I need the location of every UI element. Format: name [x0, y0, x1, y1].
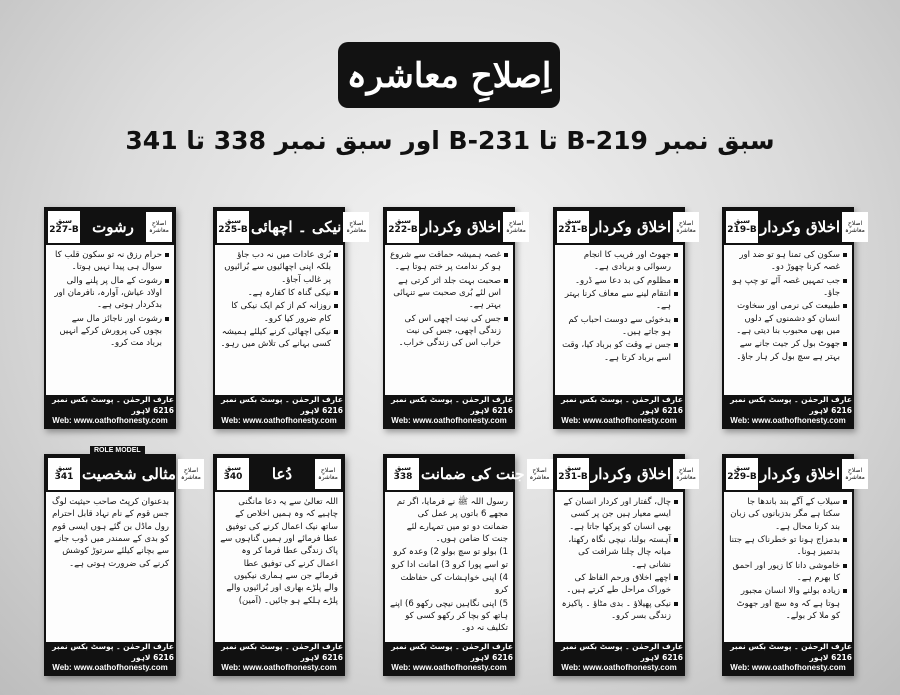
card-point: بدخوئی سے دوست احباب کم ہو جاتے ہیں۔: [560, 314, 678, 339]
card-point: بُری عادات میں نہ دب جاؤ بلکہ اپنی اچھائیوں سے بُرائیوں پر غالب آجاؤ۔: [220, 249, 338, 286]
card-footer: [724, 395, 852, 427]
card-header: [555, 209, 696, 245]
card-header: [46, 447, 201, 492]
card-body: [385, 492, 513, 642]
series-tag: اصلاحِ معاشرہ: [343, 212, 369, 242]
card-header: [724, 209, 865, 245]
card-title: اخلاق وکردار: [591, 465, 672, 483]
card-body: [555, 245, 683, 395]
card-body: [46, 245, 174, 395]
card-point: خاموشی دانا کا زیور اور احمق کا بھرم ہے۔: [729, 560, 847, 585]
lesson-card-225b: [213, 207, 367, 429]
card-footer: [555, 395, 683, 427]
card-point: بدمزاج ہونا تو خطرناک ہے جتنا بدتمیز ہونا۔: [729, 534, 847, 559]
lesson-number-box: سبق 219-B: [726, 211, 758, 243]
author-address: عارف الرحمٰن ۔ پوسٹ بکس نمبر 6216 لاہور: [730, 395, 852, 415]
page-title-banner: [338, 42, 560, 108]
card-footer: [385, 395, 513, 427]
card-footer: [46, 395, 174, 427]
series-tag: اصلاحِ معاشرہ: [527, 459, 553, 489]
card-title: دُعا: [271, 465, 293, 483]
card-footer: [385, 642, 513, 674]
card-point: طبیعت کی نرمی اور سخاوت انسان کو دشمنوں کے دلوں میں بھی محبوب بنا دیتی ہے۔: [729, 300, 847, 337]
card-title: اخلاق وکردار: [760, 465, 841, 483]
card-point: غصہ ہمیشہ حماقت سے شروع ہو کر ندامت پر ختم ہوتا ہے۔: [390, 249, 508, 274]
website-link[interactable]: Web: www.oathofhonesty.com: [52, 662, 168, 672]
card-point: صحبت بہت جلد اثر کرتی ہے اس لئے بُری صحبت سے تنہائی بہتر ہے۔: [390, 275, 508, 312]
card-point: چال، گفتار اور کردار انسان کے ایسے معیار ہیں جن پر کسی بھی انسان کو پرکھا جاتا ہے۔: [560, 496, 678, 533]
lesson-card-229b: [722, 454, 865, 676]
series-tag: اصلاحِ معاشرہ: [842, 459, 868, 489]
card-title: اخلاق وکردار: [591, 218, 672, 236]
card-header: [215, 209, 367, 245]
lesson-card-221b: [553, 207, 696, 429]
card-title: اخلاق وکردار: [421, 218, 502, 236]
card-header: [385, 209, 526, 245]
card-point: مظلوم کی بد دعا سے ڈرو۔: [560, 275, 678, 287]
card-point: جھوٹ اور فریب کا انجام رسوائی و بربادی ہے۔: [560, 249, 678, 274]
role-model-badge: ROLE MODEL: [90, 446, 145, 455]
lesson-number-box: سبق 229-B: [726, 458, 758, 490]
card-point: بدعنوان کرپٹ صاحب حیثیت لوگ جس قوم کے نام نہاد قابل احترام رول ماڈل بن گئے ہوں ایسی قوم کو بدی کے سمندر میں ڈوب جانے سے بچانے کیلئے سرتوڑ کوشش کرنے کی ضرورت ہوتی ہے۔: [51, 497, 169, 569]
lesson-number-box: سبق 222-B: [387, 211, 419, 243]
card-point: نیکی گناہ کا کفارہ ہے۔: [220, 287, 338, 299]
website-link[interactable]: Web: www.oathofhonesty.com: [391, 415, 507, 425]
card-point: جھوٹ بول کر جیت جانے سے بہتر ہے سچ بول کر ہار جاؤ۔: [729, 338, 847, 363]
website-link[interactable]: Web: www.oathofhonesty.com: [52, 415, 168, 425]
card-footer: [215, 395, 343, 427]
lesson-number-box: سبق 341: [48, 458, 80, 490]
series-tag: اصلاحِ معاشرہ: [842, 212, 868, 242]
lesson-card-231b: [553, 454, 696, 676]
card-point: سیلاب کے آگے بند باندھا جا سکتا ہے مگر بدزبانوں کی زبان بند کرنا محال ہے۔: [729, 496, 847, 533]
card-point: 1) بولو تو سچ بولو 2) وعدہ کرو تو اسے پورا کرو 3) امانت ادا کرو: [391, 547, 508, 570]
series-tag: اصلاحِ معاشرہ: [178, 459, 204, 489]
card-point: اللہ تعالیٰ سے یہ دعا مانگنی چاہیے کہ وہ ہمیں اخلاص کے ساتھ نیک اعمال کرنے کی توفیق عطا فرمائے اور ہمیں گناہوں سے پاک زندگی عطا فرما کر وہ اعمال کرنے کی توفیق عطا فرمائے جن سے ہماری نیکیوں والے پلڑے بھاری اور بُرائیوں والے پلڑے ہلکے ہو جائیں۔ (آمین): [220, 497, 338, 606]
website-link[interactable]: Web: www.oathofhonesty.com: [561, 662, 677, 672]
lesson-number-box: سبق 231-B: [557, 458, 589, 490]
author-address: عارف الرحمٰن ۔ پوسٹ بکس نمبر 6216 لاہور: [391, 395, 513, 415]
card-body: [385, 245, 513, 395]
card-body: [555, 492, 683, 642]
card-body: [215, 245, 343, 395]
page-subtitle: سبق نمبر B-219 تا B-231 اور سبق نمبر 338 تا 341: [125, 126, 775, 155]
website-link[interactable]: Web: www.oathofhonesty.com: [561, 415, 677, 425]
card-point: نیکی پھیلاؤ ۔ بدی مٹاؤ ۔ پاکیزہ زندگی بسر کرو۔: [560, 598, 678, 623]
card-point: رسول اللہ ﷺ نے فرمایا، اگر تم مجھے 6 باتوں پر عمل کی ضمانت دو تو میں تمہارے لئے جنت کا ضامن ہوں۔: [396, 497, 508, 544]
website-link[interactable]: Web: www.oathofhonesty.com: [221, 662, 337, 672]
author-address: عارف الرحمٰن ۔ پوسٹ بکس نمبر 6216 لاہور: [391, 642, 513, 662]
card-header: [385, 456, 550, 492]
card-point: آہستہ بولنا، نیچی نگاہ رکھنا، میانہ چال چلنا شرافت کی نشانی ہے۔: [560, 534, 678, 571]
card-header: [724, 456, 865, 492]
card-title: رشوت: [92, 218, 134, 236]
website-link[interactable]: Web: www.oathofhonesty.com: [391, 662, 507, 672]
series-tag: اصلاحِ معاشرہ: [673, 212, 699, 242]
lesson-card-340: [213, 454, 345, 676]
card-body: [724, 492, 852, 642]
card-point: 5) اپنی نگاہیں نیچی رکھو 6) اپنے ہاتھ کو بچا کر رکھو کسی کو تکلیف نہ دو۔: [390, 598, 508, 634]
author-address: عارف الرحمٰن ۔ پوسٹ بکس نمبر 6216 لاہور: [52, 642, 174, 662]
series-tag: اصلاحِ معاشرہ: [673, 459, 699, 489]
author-address: عارف الرحمٰن ۔ پوسٹ بکس نمبر 6216 لاہور: [221, 642, 343, 662]
lesson-number-box: سبق 340: [217, 458, 249, 490]
author-address: عارف الرحمٰن ۔ پوسٹ بکس نمبر 6216 لاہور: [561, 642, 683, 662]
series-tag: اصلاحِ معاشرہ: [315, 459, 341, 489]
website-link[interactable]: Web: www.oathofhonesty.com: [730, 662, 846, 672]
card-point: زیادہ بولنے والا انسان مجبور ہوتا ہے کہ وہ سچ اور جھوٹ کو ملا کر بولے۔: [729, 585, 847, 622]
page-title: اِصلاحِ معاشرہ: [346, 55, 552, 96]
card-footer: [215, 642, 343, 674]
card-footer: [555, 642, 683, 674]
card-point: رشوت کے مال پر پلنے والی اولاد عیاش، آوارہ، نافرمان اور بدکردار ہوتی ہے۔: [51, 275, 169, 312]
author-address: عارف الرحمٰن ۔ پوسٹ بکس نمبر 6216 لاہور: [561, 395, 683, 415]
card-body: [724, 245, 852, 395]
author-address: عارف الرحمٰن ۔ پوسٹ بکس نمبر 6216 لاہور: [221, 395, 343, 415]
lesson-number-box: سبق 221-B: [557, 211, 589, 243]
card-body: [46, 492, 174, 642]
card-body: [215, 492, 343, 642]
website-link[interactable]: Web: www.oathofhonesty.com: [221, 415, 337, 425]
lesson-card-341: [44, 447, 201, 676]
lesson-card-227b: [44, 207, 176, 429]
series-tag: اصلاحِ معاشرہ: [503, 212, 529, 242]
card-title: نیکی ۔ اچھائی: [251, 218, 342, 236]
card-point: جس نے وقت کو برباد کیا، وقت اسے برباد کرتا ہے۔: [560, 339, 678, 364]
lesson-number-box: سبق 338: [387, 458, 419, 490]
website-link[interactable]: Web: www.oathofhonesty.com: [730, 415, 846, 425]
author-address: عارف الرحمٰن ۔ پوسٹ بکس نمبر 6216 لاہور: [52, 395, 174, 415]
card-footer: [46, 642, 174, 674]
card-point: روزانہ کم از کم ایک نیکی کا کام ضرور کیا کرو۔: [220, 300, 338, 325]
card-title: اخلاق وکردار: [760, 218, 841, 236]
series-tag: اصلاحِ معاشرہ: [146, 212, 172, 242]
card-title: مثالی شخصیت: [82, 465, 176, 483]
card-point: جس کی نیت اچھی اس کی زندگی اچھی، جس کی نیت خراب اس کی زندگی خراب۔: [390, 313, 508, 350]
lesson-number-box: سبق 225-B: [217, 211, 249, 243]
author-address: عارف الرحمٰن ۔ پوسٹ بکس نمبر 6216 لاہور: [730, 642, 852, 662]
lesson-number-box: سبق 227-B: [48, 211, 80, 243]
card-footer: [724, 642, 852, 674]
card-point: جب تمہیں غصہ آئے تو چپ ہو جاؤ۔: [729, 275, 847, 300]
lesson-card-338: [383, 454, 550, 676]
lesson-card-219b: [722, 207, 865, 429]
card-point: رشوت اور ناجائز مال سے بچوں کی پرورش کرکے انہیں برباد مت کرو۔: [51, 313, 169, 350]
card-title: جنت کی ضمانت: [421, 465, 525, 483]
card-point: انتقام لینے سے معاف کرنا بہتر ہے۔: [560, 288, 678, 313]
card-point: اچھے اخلاق ورحم الفاظ کی خوراک مراحل طے کرتے ہیں۔: [560, 572, 678, 597]
card-header: [215, 456, 343, 492]
card-point: حرام رزق نہ تو سکون قلب کا سوال ہی پیدا نہیں ہوتا۔: [51, 249, 169, 274]
card-header: [46, 209, 174, 245]
card-point: 4) اپنی خواہشات کی حفاظت کرو: [400, 572, 508, 596]
lesson-card-222b: [383, 207, 526, 429]
card-header: [555, 456, 696, 492]
card-point: سکون کی تمنا ہو تو ضد اور غصہ کرنا چھوڑ دو۔: [729, 249, 847, 274]
card-point: نیکی اچھائی کرنے کیلئے ہمیشہ کسی بہانے کی تلاش میں رہو۔: [220, 326, 338, 351]
